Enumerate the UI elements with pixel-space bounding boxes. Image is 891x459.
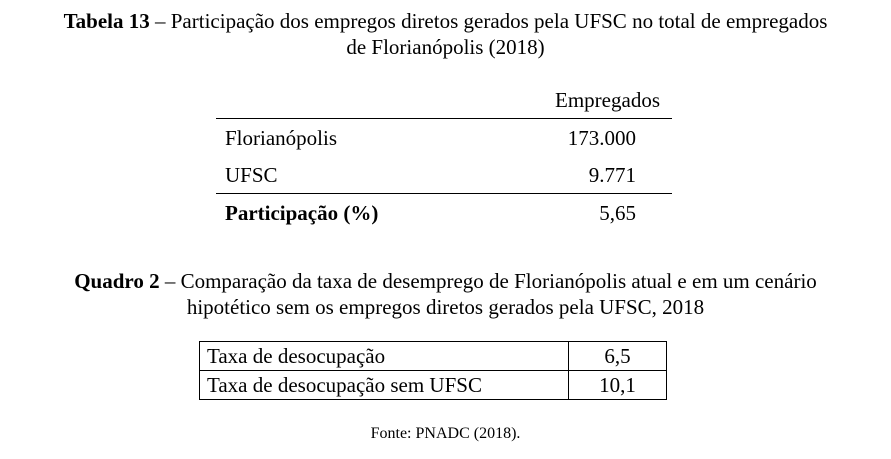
quadro-2-caption [0, 268, 891, 320]
table-13-caption-text-line2: de Florianópolis (2018) [346, 35, 545, 59]
table-13-caption-label: Tabela 13 [63, 9, 150, 33]
table-header [216, 88, 672, 118]
table-row [216, 156, 672, 193]
row-value: 6,5 [569, 342, 667, 371]
source-note: Fonte: PNADC (2018). [370, 425, 521, 442]
row-label: Taxa de desocupação [200, 342, 569, 371]
table-row [216, 119, 672, 156]
quadro-2-caption-label: Quadro 2 [74, 269, 160, 293]
column-header-empregados: Empregados [555, 88, 660, 112]
row-value: 173.000 [567, 126, 636, 150]
quadro-2-caption-text-line2: hipotético sem os empregos diretos gerados pela UFSC, 2018 [186, 295, 705, 319]
table-13-caption [0, 8, 891, 60]
table-row [216, 194, 672, 231]
table-row [200, 342, 667, 371]
table-13 [216, 88, 672, 231]
row-label: UFSC [225, 163, 278, 187]
row-label: Florianópolis [225, 126, 338, 150]
row-value: 9.771 [588, 163, 636, 187]
quadro-2-table [199, 341, 667, 400]
table-13-caption-text: – Participação dos empregos diretos gerados pela UFSC no total de empregados [149, 9, 828, 33]
table-row [200, 371, 667, 400]
quadro-2-caption-text: – Comparação da taxa de desemprego de Florianópolis atual e em um cenário [159, 269, 817, 293]
row-value: 10,1 [569, 371, 667, 400]
row-value: 5,65 [599, 201, 636, 225]
row-label: Participação (%) [225, 201, 379, 225]
row-label: Taxa de desocupação sem UFSC [200, 371, 569, 400]
